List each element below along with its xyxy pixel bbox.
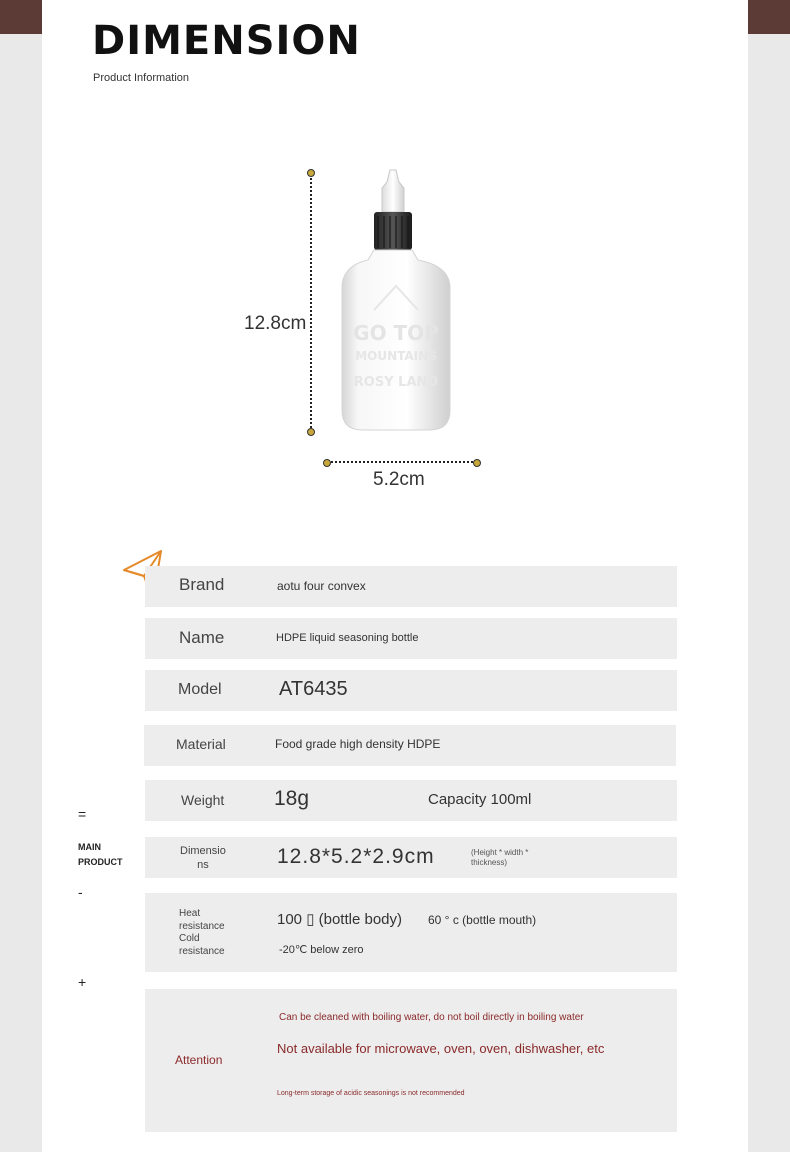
width-label: 5.2cm (373, 469, 425, 490)
heat-label-line: Heat (179, 908, 201, 919)
spec-row-weight (145, 780, 677, 821)
dimensions-note-line: (Height * width * (471, 848, 529, 857)
spec-row-brand (145, 566, 677, 607)
spec-row-attention (145, 989, 677, 1132)
side-plus-symbol: + (78, 974, 87, 990)
bottle-image (338, 168, 458, 434)
temperature-label (179, 908, 225, 958)
side-label-line: PRODUCT (78, 857, 123, 867)
background-strip-left (0, 0, 42, 34)
side-minus-symbol: - (78, 884, 83, 900)
dimension-dot (323, 459, 331, 467)
spec-row-name (145, 618, 677, 659)
height-dimension-line (310, 173, 312, 432)
dimension-dot (307, 428, 315, 436)
heat-mouth-value: 60 ° c (bottle mouth) (428, 913, 537, 927)
dimension-dot (473, 459, 481, 467)
heat-label-line: resistance (179, 920, 225, 932)
material-label: Material (176, 736, 226, 752)
name-value: HDPE liquid seasoning bottle (276, 632, 419, 644)
attention-line-2: Not available for microwave, oven, oven, dishwasher, etc (277, 1041, 605, 1056)
side-equal-symbol: = (78, 806, 87, 822)
name-label: Name (179, 628, 225, 647)
side-label (78, 840, 123, 870)
bottle-print-line2: MOUNTAINS (355, 349, 437, 363)
page-subtitle: Product Information (93, 72, 189, 84)
attention-line-1: Can be cleaned with boiling water, do not boil directly in boiling water (279, 1012, 584, 1023)
dimensions-value: 12.8*5.2*2.9cm (277, 845, 435, 868)
brand-label: Brand (179, 575, 225, 594)
dimension-dot (307, 169, 315, 177)
dimensions-label-line: Dimensio (180, 845, 226, 857)
heat-body-value: 100 ▯ (bottle body) (277, 911, 402, 928)
model-label: Model (178, 681, 222, 698)
weight-value: 18g (274, 787, 310, 810)
weight-label: Weight (181, 792, 225, 808)
cold-value: -20℃ below zero (279, 944, 364, 956)
spec-row-material (144, 725, 676, 766)
material-value: Food grade high density HDPE (275, 737, 441, 751)
capacity-value: Capacity 100ml (428, 791, 532, 808)
bottle-print-line1: GO TOP (353, 321, 439, 345)
spec-row-temperature (145, 893, 677, 972)
model-value: AT6435 (279, 678, 348, 700)
attention-line-3: Long-term storage of acidic seasonings is not recommended (277, 1090, 465, 1097)
cold-label-line: Cold (179, 933, 200, 944)
side-label-line: MAIN (78, 842, 101, 852)
brand-value: aotu four convex (277, 579, 366, 593)
spec-row-model (145, 670, 677, 711)
spec-row-dimensions (145, 837, 677, 878)
attention-label: Attention (175, 1053, 223, 1067)
cold-label-line: resistance (179, 945, 225, 957)
product-panel (42, 0, 748, 1152)
dimensions-label-line: ns (197, 859, 209, 871)
dimensions-note (471, 848, 528, 868)
dimensions-note-line: thickness) (471, 858, 508, 867)
background-strip-right (748, 0, 790, 34)
dimensions-label (180, 844, 226, 872)
page-title: DIMENSION (92, 18, 361, 64)
height-label: 12.8cm (244, 313, 307, 334)
bottle-print-line3: ROSY LAND (353, 375, 439, 390)
width-dimension-line (327, 461, 477, 463)
